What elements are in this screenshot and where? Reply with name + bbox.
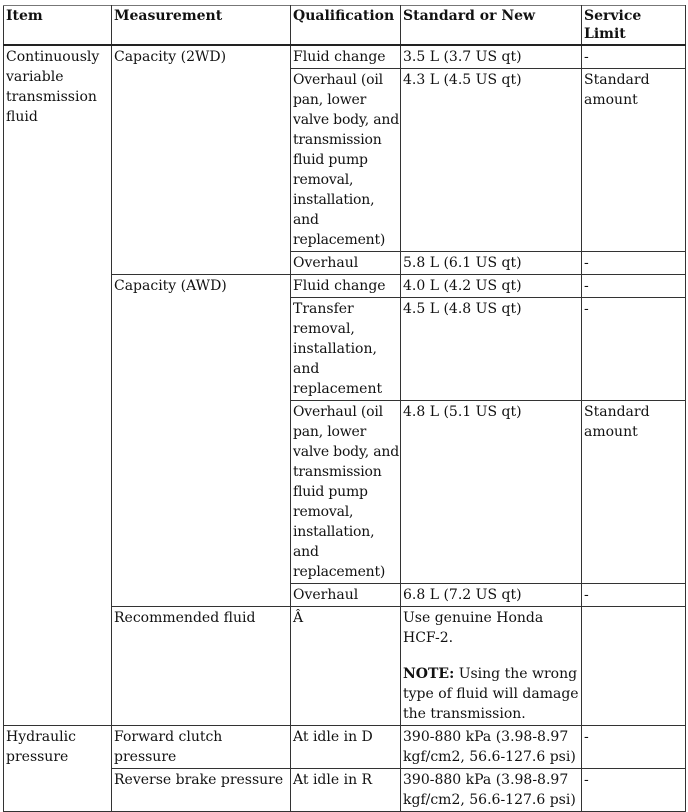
- table-row: [4, 45, 686, 69]
- qualification-cell: Fluid change: [291, 45, 401, 69]
- recommended-fluid-note: [403, 664, 580, 724]
- qualification-cell: At idle in D: [291, 726, 401, 769]
- standard-cell-recommended: [401, 607, 582, 726]
- item-cvt-fluid: Continuously variable transmission fluid: [4, 45, 112, 726]
- qualification-cell: Overhaul (oil pan, lower valve body, and transmission fluid pump removal, installation, and replacement): [291, 69, 401, 252]
- measurement-recommended-fluid: Recommended fluid: [112, 607, 291, 726]
- standard-cell: 4.8 L (5.1 US qt): [401, 401, 582, 584]
- qualification-cell: Â: [291, 607, 401, 726]
- measurement-capacity-awd: Capacity (AWD): [112, 275, 291, 607]
- measurement-forward-clutch: Forward clutch pressure: [112, 726, 291, 769]
- limit-cell: -: [582, 769, 686, 812]
- limit-cell: -: [582, 275, 686, 298]
- limit-cell: -: [582, 45, 686, 69]
- qualification-cell: Transfer removal, installation, and replacement: [291, 298, 401, 401]
- header-qualification: Qualification: [291, 6, 401, 46]
- qualification-cell: At idle in R: [291, 769, 401, 812]
- specifications-table: [3, 5, 686, 812]
- standard-cell: 390-880 kPa (3.98-8.97 kgf/cm2, 56.6-127.6 psi): [401, 726, 582, 769]
- item-hydraulic-pressure: Hydraulic pressure: [4, 726, 112, 812]
- qualification-cell: Overhaul: [291, 252, 401, 275]
- limit-cell: Standard amount: [582, 69, 686, 252]
- recommended-fluid-text: Use genuine Honda HCF-2.: [403, 610, 544, 646]
- standard-cell: 4.5 L (4.8 US qt): [401, 298, 582, 401]
- header-item: Item: [4, 6, 112, 46]
- header-row: [4, 6, 686, 46]
- qualification-cell: Overhaul (oil pan, lower valve body, and transmission fluid pump removal, installation, and replacement): [291, 401, 401, 584]
- standard-cell: 4.3 L (4.5 US qt): [401, 69, 582, 252]
- note-label: NOTE:: [403, 666, 455, 682]
- header-measurement: Measurement: [112, 6, 291, 46]
- limit-cell: [582, 607, 686, 726]
- limit-cell: Standard amount: [582, 401, 686, 584]
- standard-cell: 3.5 L (3.7 US qt): [401, 45, 582, 69]
- standard-cell: 6.8 L (7.2 US qt): [401, 584, 582, 607]
- measurement-capacity-2wd: Capacity (2WD): [112, 45, 291, 275]
- header-standard: Standard or New: [401, 6, 582, 46]
- qualification-cell: Fluid change: [291, 275, 401, 298]
- qualification-cell: Overhaul: [291, 584, 401, 607]
- limit-cell: -: [582, 726, 686, 769]
- limit-cell: -: [582, 252, 686, 275]
- standard-cell: 390-880 kPa (3.98-8.97 kgf/cm2, 56.6-127.6 psi): [401, 769, 582, 812]
- header-service-limit: Service Limit: [582, 6, 686, 46]
- standard-cell: 5.8 L (6.1 US qt): [401, 252, 582, 275]
- measurement-reverse-brake: Reverse brake pressure: [112, 769, 291, 812]
- limit-cell: -: [582, 584, 686, 607]
- standard-cell: 4.0 L (4.2 US qt): [401, 275, 582, 298]
- note-text: Using the wrong type of fluid will damage the transmission.: [403, 666, 579, 722]
- limit-cell: -: [582, 298, 686, 401]
